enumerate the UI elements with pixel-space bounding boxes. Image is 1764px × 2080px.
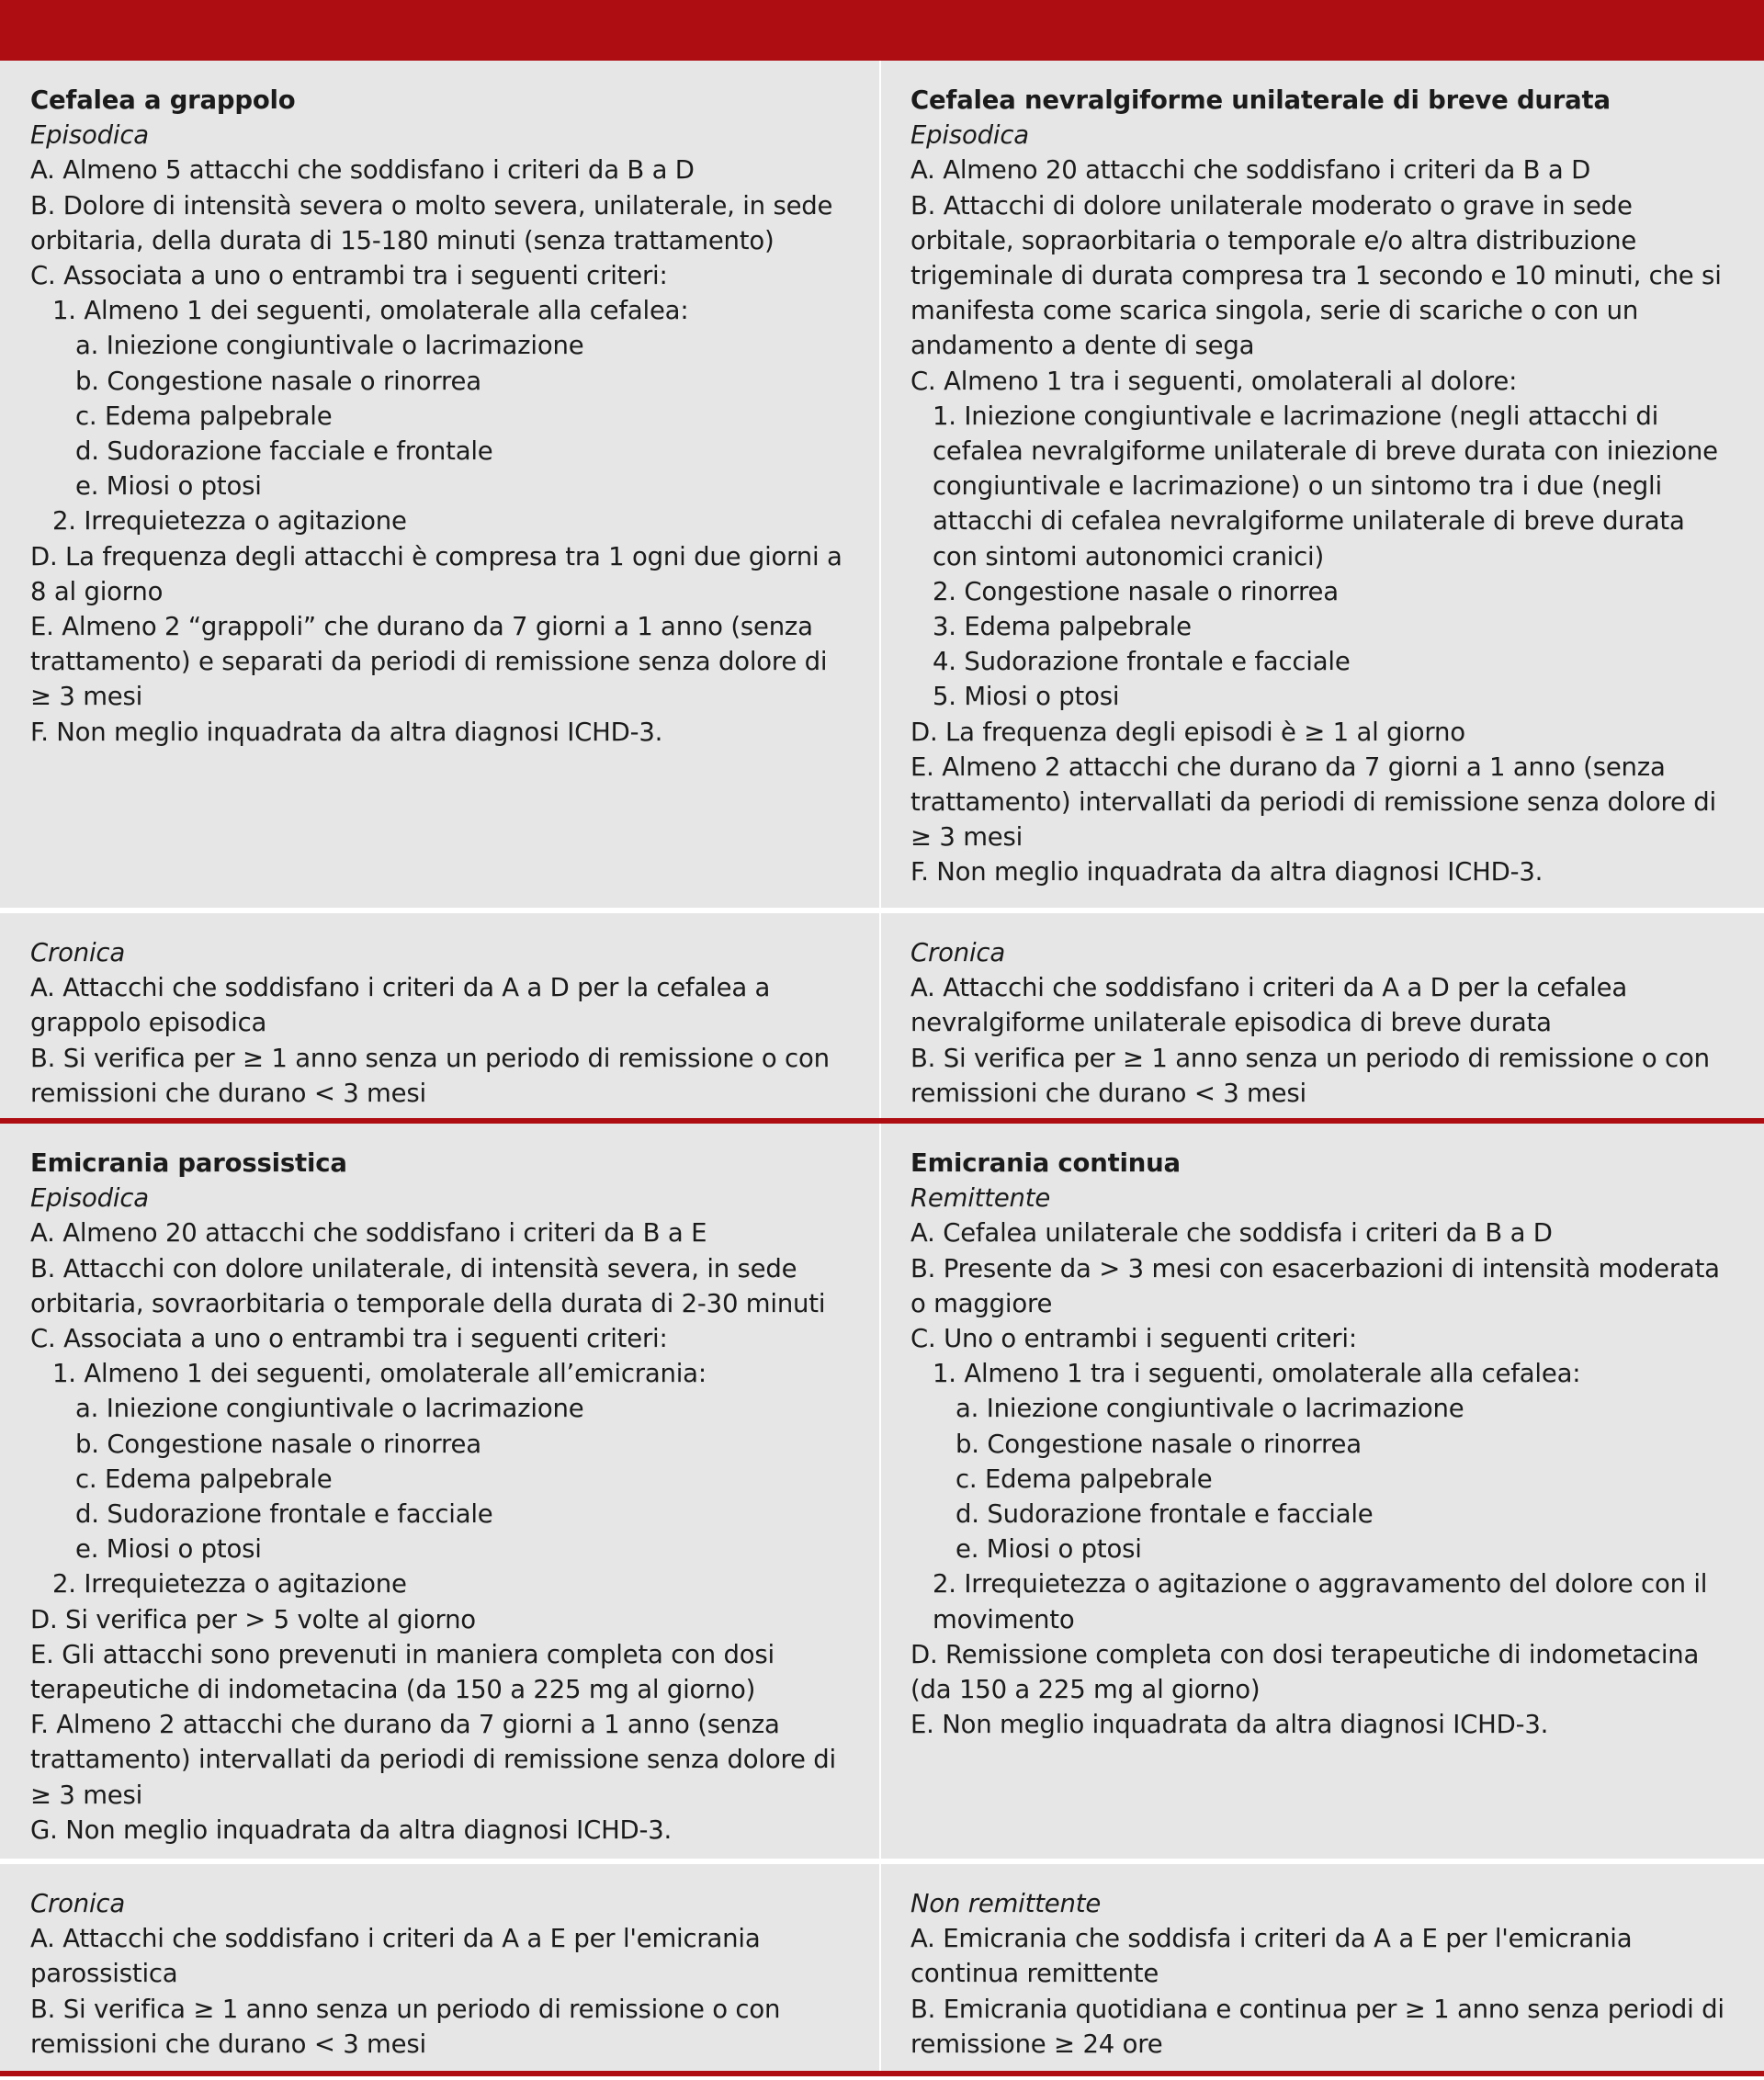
table-header-bar <box>0 0 1764 61</box>
criteria-list <box>910 153 1736 889</box>
criterion-item: F. Non meglio inquadrata da altra diagnosi ICHD-3. <box>30 717 663 747</box>
criterion-item: 4. Sudorazione frontale e facciale <box>933 647 1351 677</box>
criterion-item: e. Miosi o ptosi <box>75 1534 262 1565</box>
section-subtitle: Cronica <box>30 938 125 967</box>
table-bottom-rule <box>0 2071 1764 2076</box>
row-chronic-2 <box>0 1864 1764 2071</box>
criterion-item: 1. Almeno 1 dei seguenti, omolaterale all’emicrania: <box>52 1359 707 1389</box>
criterion-item: 2. Irrequietezza o agitazione o aggravamento del dolore con il movimento <box>933 1569 1708 1634</box>
criteria-list <box>30 153 852 749</box>
cell-paroxysmal-chronic <box>0 1864 879 2071</box>
criterion-item: A. Cefalea unilaterale che soddisfa i criteri da B a D <box>910 1218 1553 1249</box>
criterion-item: B. Attacchi con dolore unilaterale, di intensità severa, in sede orbitaria, sovraorbitaria o temporale della durata di 2-30 minuti <box>30 1253 826 1318</box>
criterion-item: b. Congestione nasale o rinorrea <box>75 366 481 396</box>
criterion-item: C. Almeno 1 tra i seguenti, omolaterali al dolore: <box>910 366 1518 396</box>
criterion-item: B. Attacchi di dolore unilaterale moderato o grave in sede orbitale, sopraorbitaria o temporale e/o altra distribuzione trigeminale di durata compresa tra 1 secondo e 10 minuti, che si manifesta come scarica singola, serie di scariche o con un andamento a dente di sega <box>910 190 1722 361</box>
criterion-item: 1. Almeno 1 dei seguenti, omolaterale alla cefalea: <box>52 296 689 326</box>
criterion-item: d. Sudorazione facciale e frontale <box>75 436 493 467</box>
criterion-item: 2. Congestione nasale o rinorrea <box>933 576 1339 606</box>
criterion-item: G. Non meglio inquadrata da altra diagnosi ICHD-3. <box>30 1814 673 1845</box>
criterion-item: A. Attacchi che soddisfano i criteri da A a D per la cefalea nevralgiforme unilaterale episodica di breve durata <box>910 973 1627 1038</box>
cell-continua-nonremitting <box>881 1864 1764 2071</box>
criterion-item: 3. Edema palpebrale <box>933 612 1192 642</box>
criterion-item: B. Si verifica ≥ 1 anno senza un periodo di remissione o con remissioni che durano < 3 mesi <box>30 1994 781 2059</box>
criterion-item: E. Almeno 2 “grappoli” che durano da 7 giorni a 1 anno (senza trattamento) e separati da periodi di remissione senza dolore di ≥ 3 mesi <box>30 612 828 712</box>
criterion-item: D. La frequenza degli episodi è ≥ 1 al giorno <box>910 717 1465 747</box>
section-subtitle: Episodica <box>30 120 149 151</box>
criteria-list <box>910 970 1736 1111</box>
criterion-item: d. Sudorazione frontale e facciale <box>75 1499 493 1530</box>
criterion-item: C. Associata a uno o entrambi tra i seguenti criteri: <box>30 261 668 291</box>
criterion-item: 5. Miosi o ptosi <box>933 682 1120 712</box>
criterion-item: B. Presente da > 3 mesi con esacerbazioni di intensità moderata o maggiore <box>910 1253 1720 1318</box>
criterion-item: 1. Almeno 1 tra i seguenti, omolaterale alla cefalea: <box>933 1359 1581 1389</box>
criterion-item: B. Emicrania quotidiana e continua per ≥ 1 anno senza periodi di remissione ≥ 24 ore <box>910 1994 1724 2059</box>
cell-sunct-episodic <box>881 61 1764 908</box>
criterion-item: b. Congestione nasale o rinorrea <box>75 1429 481 1459</box>
cell-sunct-chronic <box>881 913 1764 1118</box>
criterion-item: c. Edema palpebrale <box>75 1464 333 1494</box>
criterion-item: D. La frequenza degli attacchi è compresa tra 1 ogni due giorni a 8 al giorno <box>30 541 842 606</box>
criterion-item: F. Almeno 2 attacchi che durano da 7 giorni a 1 anno (senza trattamento) intervallati da periodi di remissione senza dolore di ≥ 3 mesi <box>30 1710 836 1810</box>
criterion-item: a. Iniezione congiuntivale o lacrimazione <box>75 331 584 361</box>
criterion-item: d. Sudorazione frontale e facciale <box>956 1499 1374 1530</box>
criteria-list <box>910 1921 1736 2062</box>
criterion-item: B. Dolore di intensità severa o molto severa, unilaterale, in sede orbitaria, della durata di 15-180 minuti (senza trattamento) <box>30 190 833 255</box>
criterion-item: A. Almeno 20 attacchi che soddisfano i criteri da B a E <box>30 1218 707 1249</box>
section-subtitle: Cronica <box>910 938 1005 967</box>
criterion-item: A. Attacchi che soddisfano i criteri da A a E per l'emicrania parossistica <box>30 1924 761 1989</box>
criteria-list <box>30 1921 852 2062</box>
criterion-item: C. Uno o entrambi i seguenti criteri: <box>910 1324 1357 1354</box>
criterion-item: A. Emicrania che soddisfa i criteri da A a E per l'emicrania continua remittente <box>910 1924 1633 1989</box>
criterion-item: 2. Irrequietezza o agitazione <box>52 1569 407 1600</box>
criterion-item: E. Almeno 2 attacchi che durano da 7 giorni a 1 anno (senza trattamento) intervallati da periodi di remissione senza dolore di ≥ 3 mesi <box>910 752 1716 853</box>
criterion-item: D. Si verifica per > 5 volte al giorno <box>30 1604 476 1634</box>
criterion-item: 1. Iniezione congiuntivale e lacrimazione (negli attacchi di cefalea nevralgiforme unilaterale di breve durata con iniezione congiuntivale e lacrimazione) o un sintomo tra i due (negli attacchi di cefalea nevralgiforme unilaterale di breve durata con sintomi autonomici cranici) <box>933 401 1718 571</box>
criterion-item: A. Almeno 20 attacchi che soddisfano i criteri da B a D <box>910 155 1591 186</box>
section-title: Cefalea nevralgiforme unilaterale di breve durata <box>910 85 1611 115</box>
criterion-item: D. Remissione completa con dosi terapeutiche di indometacina (da 150 a 225 mg al giorno) <box>910 1639 1700 1705</box>
criterion-item: e. Miosi o ptosi <box>956 1534 1142 1565</box>
criteria-list <box>910 1215 1736 1742</box>
criteria-list <box>30 1215 852 1848</box>
criteria-list <box>30 970 852 1111</box>
criterion-item: B. Si verifica per ≥ 1 anno senza un periodo di remissione o con remissioni che durano < 3 mesi <box>30 1043 830 1108</box>
criterion-item: e. Miosi o ptosi <box>75 471 262 502</box>
cell-continua-remitting <box>881 1124 1764 1859</box>
criterion-item: c. Edema palpebrale <box>75 401 333 431</box>
criterion-item: a. Iniezione congiuntivale o lacrimazione <box>956 1394 1464 1424</box>
criterion-item: E. Non meglio inquadrata da altra diagnosi ICHD-3. <box>910 1710 1549 1740</box>
section-subtitle: Non remittente <box>910 1889 1102 1918</box>
criterion-item: F. Non meglio inquadrata da altra diagnosi ICHD-3. <box>910 857 1544 887</box>
criterion-item: B. Si verifica per ≥ 1 anno senza un periodo di remissione o con remissioni che durano < 3 mesi <box>910 1043 1710 1108</box>
section-subtitle: Remittente <box>910 1183 1051 1214</box>
criterion-item: a. Iniezione congiuntivale o lacrimazione <box>75 1394 584 1424</box>
criterion-item: A. Attacchi che soddisfano i criteri da A a D per la cefalea a grappolo episodica <box>30 973 771 1038</box>
criterion-item: A. Almeno 5 attacchi che soddisfano i criteri da B a D <box>30 155 695 186</box>
row-episodic-2 <box>0 1124 1764 1859</box>
criterion-item: 2. Irrequietezza o agitazione <box>52 506 407 537</box>
cell-cluster-chronic <box>0 913 879 1118</box>
criterion-item: E. Gli attacchi sono prevenuti in maniera completa con dosi terapeutiche di indometacina (da 150 a 225 mg al giorno) <box>30 1639 775 1705</box>
section-title: Cefalea a grappolo <box>30 85 296 115</box>
criterion-item: C. Associata a uno o entrambi tra i seguenti criteri: <box>30 1324 668 1354</box>
cell-paroxysmal-episodic <box>0 1124 879 1859</box>
criterion-item: c. Edema palpebrale <box>956 1464 1213 1494</box>
row-episodic-1 <box>0 61 1764 908</box>
criterion-item: b. Congestione nasale o rinorrea <box>956 1429 1362 1459</box>
row-chronic-1 <box>0 913 1764 1118</box>
section-subtitle: Episodica <box>910 120 1029 151</box>
section-subtitle: Cronica <box>30 1889 125 1918</box>
section-title: Emicrania continua <box>910 1148 1181 1178</box>
section-subtitle: Episodica <box>30 1183 149 1214</box>
section-title: Emicrania parossistica <box>30 1148 347 1178</box>
cell-cluster-episodic <box>0 61 879 908</box>
